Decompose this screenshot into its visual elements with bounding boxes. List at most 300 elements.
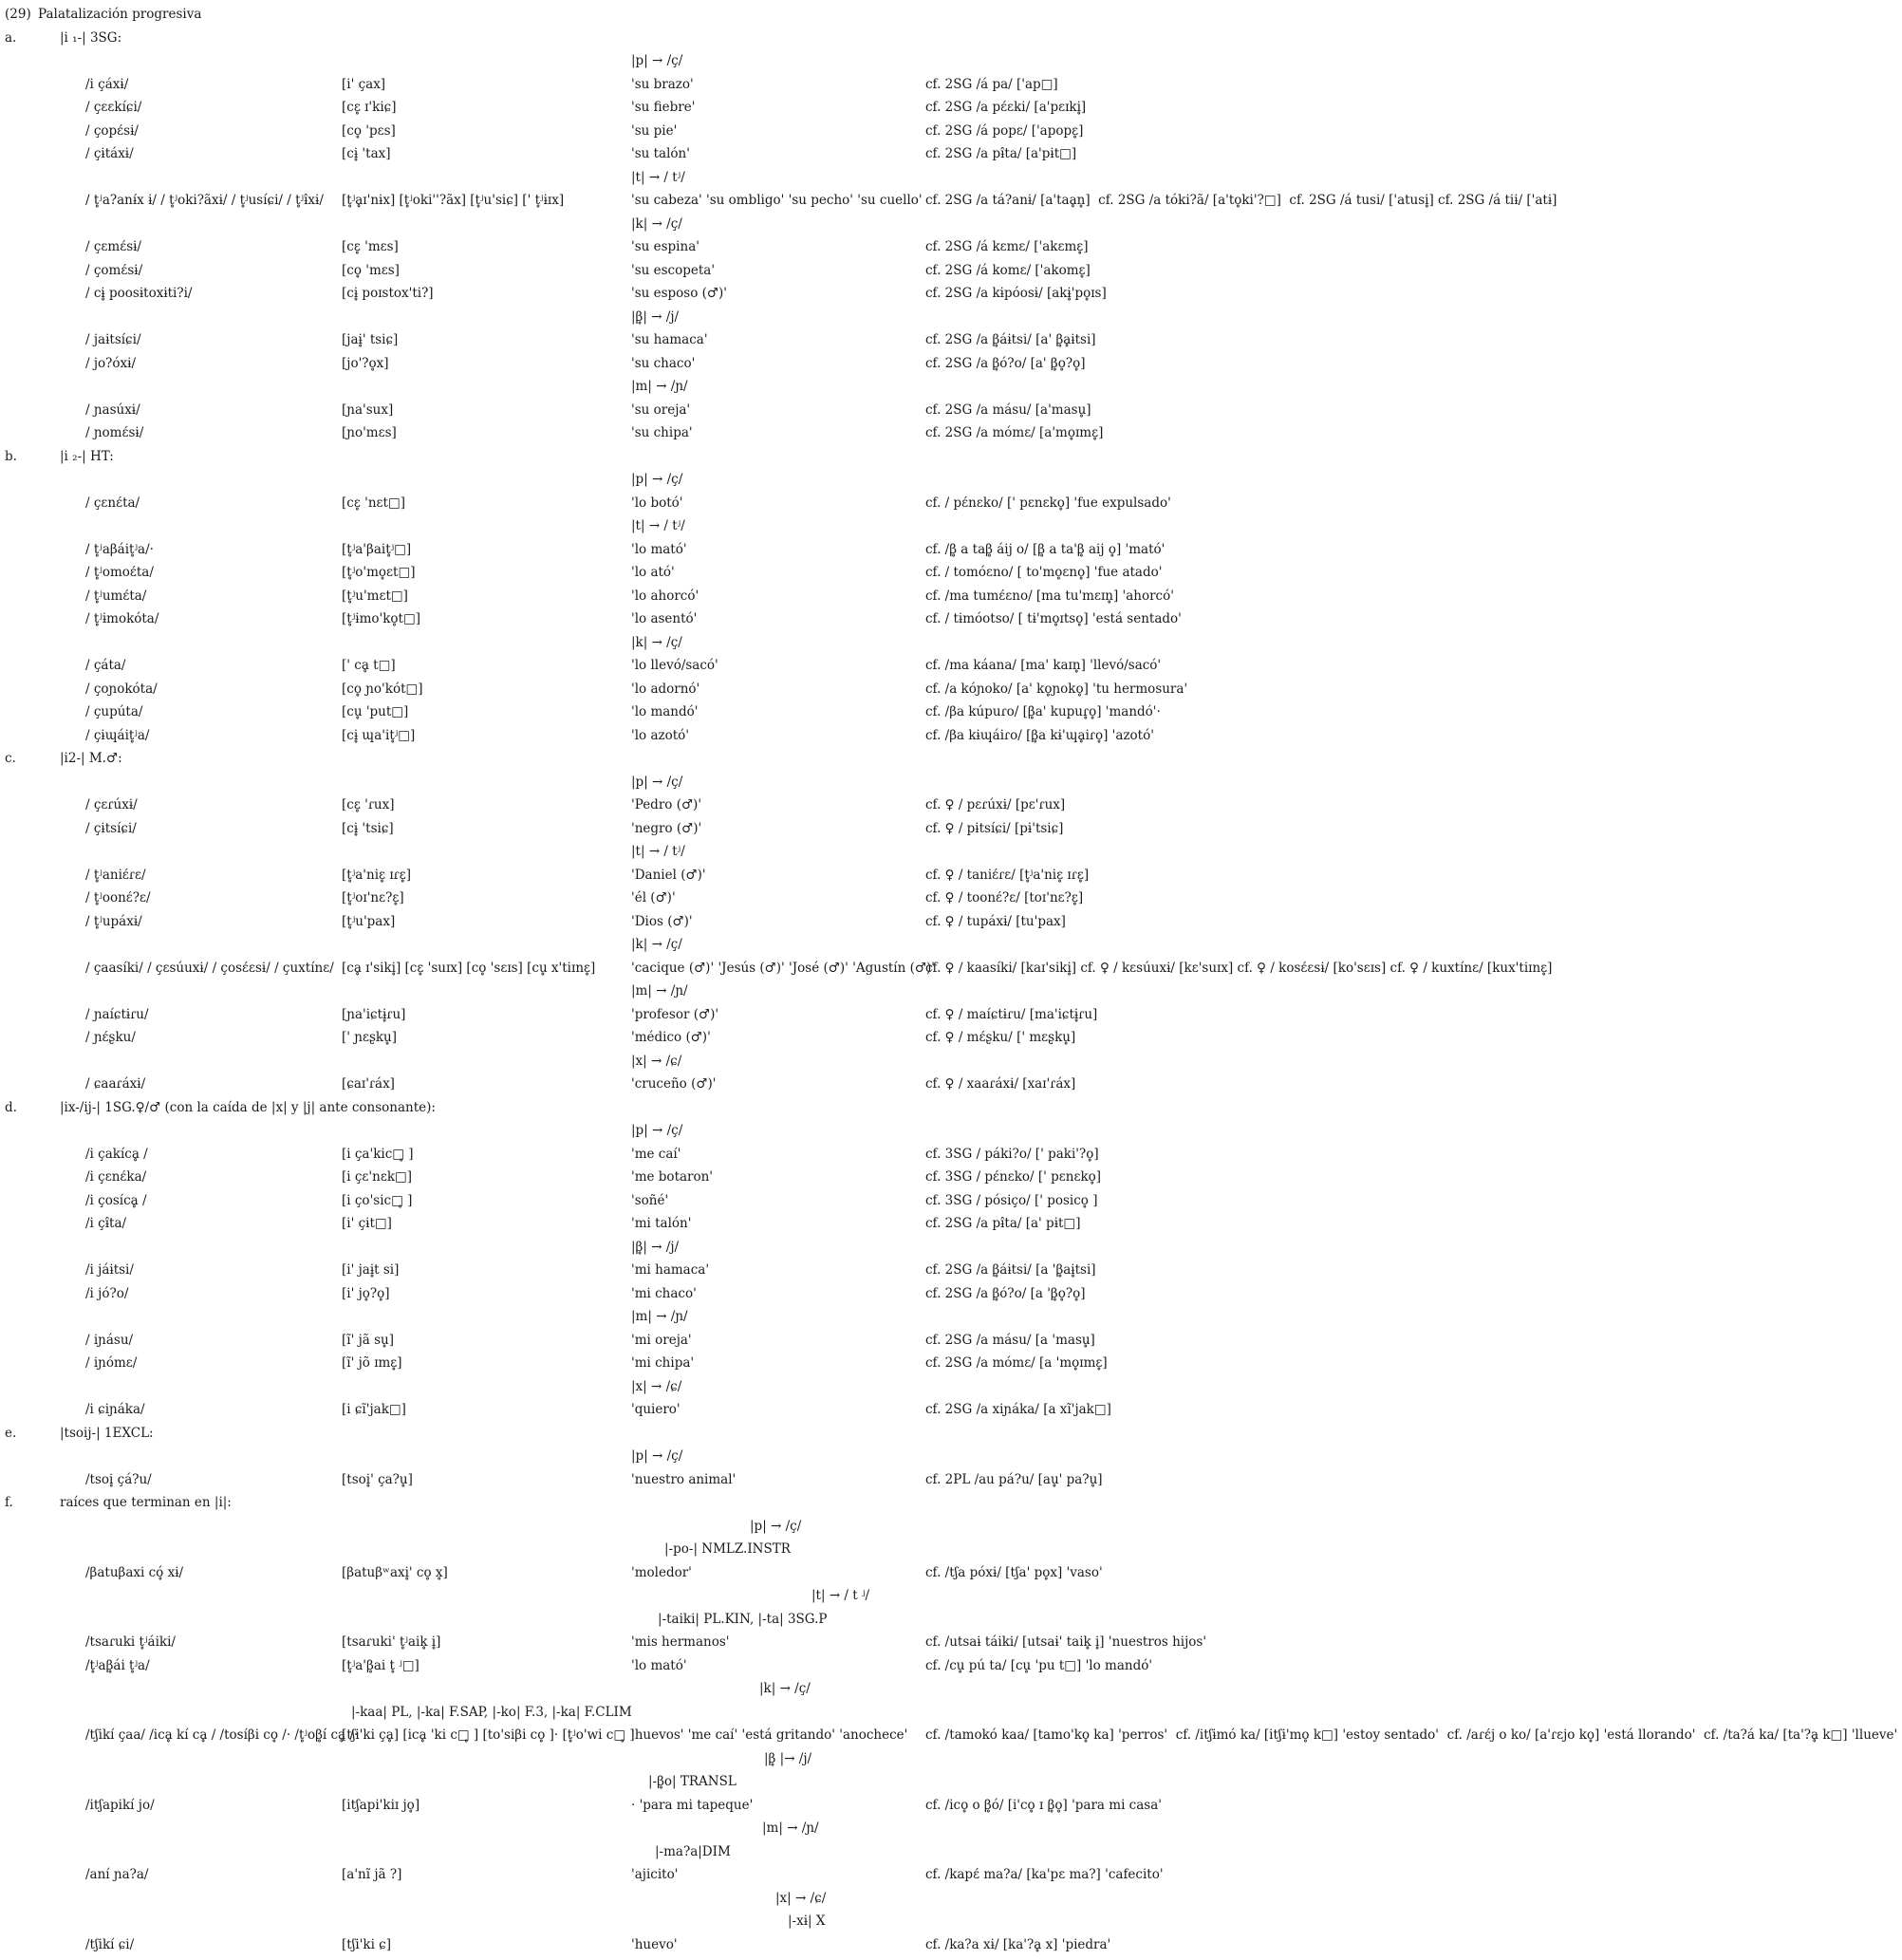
phonetic-form: [ĩ' jã su̥] xyxy=(342,1332,395,1348)
rule-line: |t| → / tʲ/ xyxy=(631,844,685,859)
cf-note: cf. 2SG /á kɛmɛ/ ['akɛmɛ̥] xyxy=(925,239,1089,254)
example-row xyxy=(0,1937,1902,1960)
cf-note: cf. ♀ / pɨtsíɕi/ [pɨ'tsiɕ] xyxy=(925,820,1064,836)
cf-note: cf. / tomóɛno/ [ to'mo̥ɛno̥] 'fue atado' xyxy=(925,565,1163,580)
gloss: 'su fiebre' xyxy=(631,100,696,115)
phonetic-form: [i' jaɨ̥t si] xyxy=(342,1262,400,1278)
rule-row xyxy=(0,775,1902,798)
example-row xyxy=(0,890,1902,914)
example-row xyxy=(0,1565,1902,1589)
underlying-form: / çopɛ́sɨ/ xyxy=(85,122,139,139)
underlying-form: / t̥ʲaniɛ́ɾɛ/ xyxy=(85,867,146,883)
gloss: 'su espina' xyxy=(631,239,699,254)
example-row xyxy=(0,1867,1902,1891)
underlying-form: /t̥ʲaβ̥ái t̥ʲa/ xyxy=(85,1657,150,1673)
underlying-form: /tʃikí çaa/ /icḁ kí cḁ / /tosíβi co̥ /· /t̥ʲoβ̥í cḁ /· xyxy=(85,1727,359,1743)
gloss: 'ajicito' xyxy=(631,1867,679,1882)
phonetic-form: [tsoi̥' ça?u̥] xyxy=(342,1471,413,1487)
underlying-form: / t̥ʲoonɛ́?ɛ/ xyxy=(85,890,151,905)
phonetic-form: [co̥ 'mɛs] xyxy=(342,262,400,278)
phonetic-form: [t̥ʲoɪ'nɛ?ɛ̥] xyxy=(342,890,404,905)
underlying-form: / ɲɛ́ʂku/ xyxy=(85,1030,136,1045)
cf-note: cf. ♀ / toonɛ́?ɛ/ [toɪ'nɛ?ɛ̥] xyxy=(925,890,1084,905)
phonetic-form: [i' jo̥?o̥] xyxy=(342,1285,390,1301)
rule-line: |x| → /ɕ/ xyxy=(775,1890,827,1906)
underlying-form: / iɲásu/ xyxy=(85,1332,134,1348)
example-row xyxy=(0,1030,1902,1054)
underlying-form: /tsaɾuki t̥ʲáiki/ xyxy=(85,1634,176,1650)
underlying-form: /aní ɲa?a/ xyxy=(85,1867,149,1882)
cf-note: cf. /tamokó kaa/ [tamo'ko̥ ka] 'perros' cf. /itʃɨmó ka/ [itʃɨ'mo̥ k□] 'estoy sentado' cf. /aɾɛ́j o ko/ [a'ɾɛjo ko̥] 'está llorando' cf. /ta?á ka/ [ta'?ḁ k□] 'llueve' xyxy=(925,1727,1898,1743)
underlying-form: / jaɨtsíɕi/ xyxy=(85,332,141,347)
example-row xyxy=(0,588,1902,612)
underlying-form: /βatuβaxi có̥ xɨ/ xyxy=(85,1564,184,1580)
title-row xyxy=(0,7,1902,30)
phonetic-form: [i' çɨt□] xyxy=(342,1216,392,1231)
underlying-form: / t̥ʲɨmokóta/ xyxy=(85,611,159,626)
cf-note: cf. 2SG /a mómɛ/ [a'mo̥ɪmɛ̥] xyxy=(925,425,1104,440)
phonetic-form: [itʃapi'kiɪ jo̥] xyxy=(342,1797,420,1813)
phonetic-form: [i ɕĩ'jak□] xyxy=(342,1402,406,1417)
rule-line: |m| → /ɲ/ xyxy=(762,1820,819,1836)
underlying-form: / çɨtsíɕi/ xyxy=(85,820,137,836)
gloss: 'su oreja' xyxy=(631,401,691,418)
morpheme-gloss-line: |-ma?a|DIM xyxy=(655,1843,731,1859)
cf-note: cf. 2SG /a β̥ó?o/ [a 'β̥o̥?o̥] xyxy=(925,1285,1086,1301)
cf-note: cf. 2SG /a másu/ [a 'masu̥] xyxy=(925,1332,1095,1348)
underlying-form: / iɲómɛ/ xyxy=(85,1355,138,1371)
rule-row xyxy=(0,983,1902,1007)
rule-line: |m| → /ɲ/ xyxy=(631,379,688,394)
rule-line: |β̥| → /j/ xyxy=(631,308,680,325)
cf-note: cf. 3SG / páki?o/ [' paki'?o̥] xyxy=(925,1146,1099,1162)
gloss: 'negro (♂)' xyxy=(631,820,702,836)
gloss: 'lo adornó' xyxy=(631,681,700,697)
underlying-form: / çaasíki/ / çɛsúuxɨ/ / çosɛ́ɛsɨ/ / çuxtínɛ/ xyxy=(85,960,334,976)
gloss: 'lo azotó' xyxy=(631,727,690,743)
phonetic-form: [cɛ̥ 'mɛs] xyxy=(342,239,399,254)
underlying-form: /i çɛnɛ́ka/ xyxy=(85,1169,147,1185)
rule-line: |m| → /ɲ/ xyxy=(631,1309,688,1324)
rule-line: |k| → /ç/ xyxy=(631,215,682,232)
cf-note: cf. 2SG /a tá?anɨ/ [a'taḁn̥] cf. 2SG /a tóki?ã/ [a'to̥ki'?□] cf. 2SG /á tusi/ ['atusi̥] cf. 2SG /á tiɨ/ ['atɨ] xyxy=(925,193,1557,208)
gloss: 'soñé' xyxy=(631,1192,669,1208)
phonetic-form: [ɲa'sux] xyxy=(342,401,394,418)
gloss: 'su hamaca' xyxy=(631,332,708,347)
underlying-form: / çɛnɛ́ta/ xyxy=(85,495,140,511)
example-row xyxy=(0,704,1902,728)
phonetic-form: [jaɨ̥' tsiɕ] xyxy=(342,332,399,347)
morpheme-gloss-line: |-β̥o| TRANSL xyxy=(648,1774,737,1789)
example-row xyxy=(0,356,1902,380)
example-row xyxy=(0,797,1902,821)
example-row xyxy=(0,263,1902,287)
underlying-form: / çomɛ́sɨ/ xyxy=(85,262,143,278)
example-row xyxy=(0,146,1902,170)
rule-line: |x| → /ɕ/ xyxy=(631,1378,682,1394)
phonetic-form: [cu̥ 'put□] xyxy=(342,704,409,719)
phonetic-form: [tʃi'ki çḁ] [icḁ 'ki c□̥ ] [to'siβi co̥ ]· [t̥ʲo'wi c□̥ ] xyxy=(342,1727,635,1743)
phonetic-form: [jo'?o̥x] xyxy=(342,355,389,371)
phonetic-form: [i ço'sic□̥ ] xyxy=(342,1192,413,1208)
cf-note: cf. 2SG /a másu/ [a'masu̥] xyxy=(925,401,1091,418)
underlying-form: / çɨɰáit̥ʲa/ xyxy=(85,727,150,743)
phonetic-form: [t̥ʲḁɪ'nɨx] [t̥ʲoki''?ãx] [t̥ʲu'siɕ] [' t̥ʲɨɪx] xyxy=(342,193,565,208)
cf-note: cf. 2PL /au pá?u/ [au̥' pa?u̥] xyxy=(925,1471,1103,1487)
gloss: 'lo ahorcó' xyxy=(631,588,699,604)
rule-row xyxy=(0,1519,1902,1542)
section-letter: f. xyxy=(5,1495,13,1510)
cf-note: cf. /ico̥ o β̥ó/ [i'co̥ ɪ β̥o̥] 'para mi casa' xyxy=(925,1797,1162,1813)
underlying-form: /itʃapikí jo/ xyxy=(85,1797,155,1813)
rule-line: |x| → /ɕ/ xyxy=(631,1053,682,1069)
rule-line: |p| → /ç/ xyxy=(631,53,683,68)
section-row xyxy=(0,30,1902,54)
example-row xyxy=(0,961,1902,984)
gloss: 'profesor (♂)' xyxy=(631,1006,719,1022)
morpheme-gloss-line: |-xɨ| X xyxy=(788,1913,826,1929)
gloss: 'su chipa' xyxy=(631,425,693,440)
rule-line: |p| → /ç/ xyxy=(631,472,683,487)
underlying-form: /tsoi̥ çá?u/ xyxy=(85,1471,152,1487)
rule-line: |t| → / tʲ/ xyxy=(631,518,685,533)
section-row xyxy=(0,1426,1902,1449)
phonetic-form: [t̥ʲa'βait̥ʲ□] xyxy=(342,541,412,557)
phonetic-form: [t̥ʲa'β̥ai t̥ ʲ□] xyxy=(342,1657,420,1673)
example-row xyxy=(0,868,1902,891)
phonetic-form: [i' çax] xyxy=(342,76,386,92)
underlying-form: / jo?óxɨ/ xyxy=(85,355,136,371)
example-row xyxy=(0,1216,1902,1240)
example-row xyxy=(0,542,1902,566)
example-row xyxy=(0,123,1902,147)
gloss: 'huevo' xyxy=(631,1936,678,1952)
gloss: 'mi chaco' xyxy=(631,1285,697,1301)
phonetic-form: [cɛ̥ ɪ'kiɕ] xyxy=(342,100,397,115)
phonetic-form: [t̥ʲo'mo̥ɛt□] xyxy=(342,565,416,580)
gloss: 'mi chipa' xyxy=(631,1355,695,1371)
gloss: 'médico (♂)' xyxy=(631,1030,711,1045)
phonetic-form: [cɨ̥ ɰa'it̥ʲ□] xyxy=(342,727,416,743)
section-header: |tsoij-| 1EXCL: xyxy=(60,1425,154,1441)
example-row xyxy=(0,286,1902,309)
rule-row xyxy=(0,472,1902,495)
rule-line: |k| → /ç/ xyxy=(759,1681,811,1696)
section-letter: c. xyxy=(5,751,16,766)
section-header: |i ₂-| HT: xyxy=(60,448,114,464)
gloss: 'él (♂)' xyxy=(631,890,676,905)
section-letter: b. xyxy=(5,448,17,464)
cf-note: cf. ♀ / taniɛ́ɾɛ/ [t̥ʲa'niɛ̥ ɪɾɛ̥] xyxy=(925,867,1090,883)
cf-note: cf. 2SG /a pɛ́ɛki/ [a'pɛɪki̥] xyxy=(925,100,1087,115)
gloss: 'su escopeta' xyxy=(631,262,716,278)
example-row xyxy=(0,1634,1902,1658)
phonetic-form: [cḁ ɪ'siki̥] [cɛ̥ 'suɪx] [co̥ 'sɛɪs] [cu̥ x'tiɪnɛ̥] xyxy=(342,960,596,976)
phonetic-form: [ɕaɪ'ɾáx] xyxy=(342,1076,395,1092)
gloss: 'Pedro (♂)' xyxy=(631,797,702,812)
gloss: 'me caí' xyxy=(631,1146,681,1162)
morpheme-row xyxy=(0,1774,1902,1798)
morpheme-row xyxy=(0,1705,1902,1728)
example-row xyxy=(0,239,1902,263)
phonetic-form: [cɨ̥ poɪstox'ti?] xyxy=(342,286,434,301)
cf-note: cf. ♀ / tupáxɨ/ [tu'pax] xyxy=(925,913,1066,929)
phonetic-form: [ɲo'mɛs] xyxy=(342,425,397,440)
cf-note: cf. 2SG /a pɨ̂ta/ [a' pɨt□] xyxy=(925,1216,1081,1231)
phonetic-form: [t̥ʲu'mɛt□] xyxy=(342,588,408,604)
cf-note: cf. 2SG /a β̥ó?o/ [a' β̥o̥?o̥] xyxy=(925,355,1086,371)
cf-note: cf. /a kóɲoko/ [a' ko̥ɲoko̥] 'tu hermosura' xyxy=(925,681,1188,697)
example-row xyxy=(0,914,1902,938)
cf-note: cf. /ka?a xɨ/ [ka'?ḁ x] 'piedra' xyxy=(925,1936,1111,1952)
example-row xyxy=(0,1076,1902,1100)
cf-note: cf. ♀ / pɛɾúxɨ/ [pɛ'ɾux] xyxy=(925,797,1066,812)
section-header: |ix-/ij-| 1SG.♀/♂ (con la caída de |x| y |j| ante consonante): xyxy=(60,1099,436,1115)
rule-line: |p| → /ç/ xyxy=(631,1123,683,1138)
morpheme-gloss-line: |-taiki| PL.KIN, |-ta| 3SG.P xyxy=(658,1611,828,1627)
phonetic-form: [i ça'kic□̥ ] xyxy=(342,1146,414,1162)
phonetic-form: [cɨ̥ 'tax] xyxy=(342,146,391,161)
rule-row xyxy=(0,1379,1902,1403)
cf-note: cf. 2SG /á popɛ/ ['apopɛ̥] xyxy=(925,122,1084,139)
example-row xyxy=(0,611,1902,635)
cf-note: cf. 2SG /a β̥áɨtsi/ [a' β̥ḁɨtsi] xyxy=(925,332,1096,347)
gloss: 'su chaco' xyxy=(631,355,696,371)
rule-line: |p| → /ç/ xyxy=(631,774,683,790)
rule-row xyxy=(0,379,1902,402)
example-row xyxy=(0,1262,1902,1286)
underlying-form: / t̥ʲupáxɨ/ xyxy=(85,913,142,929)
cf-note: cf. ♀ / mɛ́ʂku/ [' mɛʂku̥] xyxy=(925,1030,1076,1045)
rule-row xyxy=(0,518,1902,542)
gloss: 'Daniel (♂)' xyxy=(631,867,706,883)
morpheme-row xyxy=(0,1913,1902,1937)
phonetic-form: [a'nĩ jã ?] xyxy=(342,1867,402,1882)
cf-note: cf. 3SG / pósiço/ [' posico̥ ] xyxy=(925,1192,1098,1208)
example-row xyxy=(0,77,1902,101)
rule-row xyxy=(0,635,1902,659)
cf-note: cf. ♀ / kaasíki/ [kaɪ'siki̥] cf. ♀ / kɛsúuxɨ/ [kɛ'suɪx] cf. ♀ / kosɛ́ɛsɨ/ [ko'sɛɪs] cf. ♀ / kuxtínɛ/ [kux'tiɪnɛ̥] xyxy=(925,960,1553,976)
rule-row xyxy=(0,1309,1902,1333)
gloss: 'su esposo (♂)' xyxy=(631,286,728,301)
underlying-form: /i ɕiɲáka/ xyxy=(85,1402,145,1417)
underlying-form: /i çáxɨ/ xyxy=(85,76,129,92)
phonetic-form: [i çɛ'nɛk□] xyxy=(342,1169,413,1185)
gloss: 'su talón' xyxy=(631,146,690,161)
underlying-form: / çɨtáxɨ/ xyxy=(85,146,134,161)
rule-row xyxy=(0,1820,1902,1844)
example-row xyxy=(0,1355,1902,1379)
gloss: 'lo mató' xyxy=(631,541,687,557)
example-row xyxy=(0,425,1902,449)
cf-note: cf. /ma káana/ [ma' kaɪn̥] 'llevó/sacó' xyxy=(925,658,1162,673)
gloss: 'su pie' xyxy=(631,122,678,139)
rule-row xyxy=(0,1751,1902,1775)
underlying-form: / t̥ʲumɛ́ta/ xyxy=(85,588,147,604)
gloss: 'mi oreja' xyxy=(631,1332,692,1348)
underlying-form: /i çɨ̂ta/ xyxy=(85,1216,127,1231)
example-row xyxy=(0,1007,1902,1031)
example-row xyxy=(0,728,1902,752)
example-row xyxy=(0,1169,1902,1193)
example-row xyxy=(0,1402,1902,1426)
underlying-form: / ɲomɛ́sɨ/ xyxy=(85,425,144,440)
gloss: 'moledor' xyxy=(631,1564,692,1580)
phonetic-form: [cɨ̥ 'tsiɕ] xyxy=(342,820,394,836)
example-row xyxy=(0,681,1902,705)
gloss: 'nuestro animal' xyxy=(631,1471,737,1487)
section-row xyxy=(0,1495,1902,1519)
underlying-form: /i jáɨtsi/ xyxy=(85,1262,134,1278)
underlying-form: /i çosícḁ / xyxy=(85,1192,147,1208)
cf-note: cf. /kapɛ́ ma?a/ [ka'pɛ ma?] 'cafecito' xyxy=(925,1867,1164,1882)
underlying-form: / t̥ʲaβáit̥ʲa/· xyxy=(85,541,154,557)
rule-row xyxy=(0,1681,1902,1705)
underlying-form: /i çakícḁ / xyxy=(85,1146,148,1162)
section-letter: e. xyxy=(5,1425,17,1441)
gloss: · 'para mi tapeque' xyxy=(631,1797,754,1813)
phonetic-form: [cɛ̥ 'nɛt□] xyxy=(342,495,405,511)
morpheme-row xyxy=(0,1844,1902,1868)
phonetic-form: [cɛ̥ 'ɾux] xyxy=(342,797,395,812)
cf-note: cf. 2SG /á pa/ ['ap□] xyxy=(925,76,1058,92)
morpheme-row xyxy=(0,1541,1902,1565)
example-row xyxy=(0,1658,1902,1682)
section-row xyxy=(0,449,1902,473)
rule-row xyxy=(0,937,1902,961)
rule-row xyxy=(0,53,1902,77)
phonetic-form: [tsaɾuki' t̥ʲaik̥ i̥] xyxy=(342,1634,441,1650)
gloss: 'cruceño (♂)' xyxy=(631,1076,717,1092)
example-row xyxy=(0,402,1902,426)
rule-line: |t| → / t ʲ/ xyxy=(811,1588,870,1603)
rule-line: |p| → /ç/ xyxy=(750,1518,802,1534)
phonetic-form: [' ɲɛʂku̥] xyxy=(342,1030,398,1045)
gloss: 'lo llevó/sacó' xyxy=(631,658,718,673)
rule-line: |β̥ |→ /j/ xyxy=(764,1750,812,1766)
example-row xyxy=(0,332,1902,356)
example-row xyxy=(0,565,1902,588)
cf-note: cf. /utsaɨ táiki/ [utsaɨ' taik̥ i̥] 'nuestros hijos' xyxy=(925,1634,1207,1650)
section-row xyxy=(0,751,1902,775)
example-row xyxy=(0,100,1902,123)
cf-note: cf. 2SG /a mómɛ/ [a 'mo̥ɪmɛ̥] xyxy=(925,1355,1108,1371)
underlying-form: /i jó?o/ xyxy=(85,1285,129,1301)
cf-note: cf. /tʃa póxɨ/ [tʃa' po̥x] 'vaso' xyxy=(925,1564,1103,1580)
underlying-form: / çáta/ xyxy=(85,658,126,673)
underlying-form: / çoɲokóta/ xyxy=(85,681,158,697)
rule-row xyxy=(0,844,1902,868)
underlying-form: / ɕaaɾáxɨ/ xyxy=(85,1076,146,1092)
gloss: 'me botaron' xyxy=(631,1169,714,1185)
rule-row xyxy=(0,1891,1902,1914)
rule-row xyxy=(0,1588,1902,1612)
rule-line: |t| → / tʲ/ xyxy=(631,169,685,185)
section-row xyxy=(0,1100,1902,1124)
section-header: |i ₁-| 3SG: xyxy=(60,29,122,46)
cf-note: cf. ♀ / maíɕtɨɾu/ [ma'iɕtɨ̥ɾu] xyxy=(925,1006,1098,1022)
cf-note: cf. / pɛ́nɛko/ [' pɛnɛko̥] 'fue expulsado' xyxy=(925,495,1171,511)
cf-note: cf. /βa kɨɰáiɾo/ [β̥a kɨ'ɰḁiɾo̥] 'azotó' xyxy=(925,727,1154,743)
underlying-form: / ɲaíɕtɨɾu/ xyxy=(85,1006,149,1022)
gloss: 'su cabeza' 'su ombligo' 'su pecho' 'su cuello' xyxy=(631,193,923,208)
rule-row xyxy=(0,1054,1902,1077)
gloss: 'Dios (♂)' xyxy=(631,913,693,929)
gloss: 'quiero' xyxy=(631,1402,681,1417)
underlying-form: / çupúta/ xyxy=(85,704,143,719)
phonetic-form: [co̥ 'pɛs] xyxy=(342,122,396,139)
morpheme-gloss-line: |-po-| NMLZ.INSTR xyxy=(664,1541,791,1557)
gloss: 'lo asentó' xyxy=(631,611,698,626)
rule-line: |β̥| → /j/ xyxy=(631,1239,680,1255)
example-row xyxy=(0,1193,1902,1217)
cf-note: cf. /β̥ a taβ̥ áij o/ [β̥ a ta'β̥ aij o̥] 'mató' xyxy=(925,541,1165,557)
underlying-form: / cɨ̥ poosɨtoxɨti?i/ xyxy=(85,286,193,301)
cf-note: cf. 2SG /a kɨpóosɨ/ [akɨ̥'po̥ɪs] xyxy=(925,286,1107,301)
cf-note: cf. 3SG / pɛ́nɛko/ [' pɛnɛko̥] xyxy=(925,1169,1102,1185)
example-row xyxy=(0,1727,1902,1751)
gloss: 'cacique (♂)' 'Jesús (♂)' 'José (♂)' 'Agustín (♂)' xyxy=(631,960,935,976)
underlying-form: / çɛmɛ́sɨ/ xyxy=(85,239,141,254)
gloss: 'su brazo' xyxy=(631,76,694,92)
example-row xyxy=(0,1333,1902,1356)
section-header: |i2-| M.♂: xyxy=(60,751,122,766)
gloss: 'mis hermanos' xyxy=(631,1634,730,1650)
gloss: 'lo mató' xyxy=(631,1657,687,1673)
cf-note: cf. 2SG /a pɨ̂ta/ [a'pɨt□] xyxy=(925,146,1077,161)
phonetic-form: [ɲa'iɕtɨ̥ɾu] xyxy=(342,1006,406,1022)
underlying-form: / çɛɾúxɨ/ xyxy=(85,797,138,812)
rule-row xyxy=(0,170,1902,194)
example-row xyxy=(0,1147,1902,1170)
morpheme-gloss-line: |-kaa| PL, |-ka| F.SAP, |-ko| F.3, |-ka| F.CLIM xyxy=(351,1704,632,1720)
cf-note: cf. 2SG /a xiɲáka/ [a xĩ'jak□] xyxy=(925,1402,1111,1417)
cf-note: cf. /ma tumɛ́ɛno/ [ma tu'mɛɪn̥] 'ahorcó' xyxy=(925,588,1174,604)
underlying-form: / çɛɛkíɕi/ xyxy=(85,100,142,115)
underlying-form: / ɲasúxɨ/ xyxy=(85,401,140,418)
example-number: (29) xyxy=(5,7,31,22)
rule-row xyxy=(0,1448,1902,1472)
underlying-form: / t̥ʲa?anɨ́x ɨ/ / t̥ʲoki?ãxɨ/ / t̥ʲusíɕi/ / t̥ʲɨ̂xɨ/ xyxy=(85,193,324,208)
rule-row xyxy=(0,1240,1902,1263)
example-row xyxy=(0,1798,1902,1821)
gloss: 'mi talón' xyxy=(631,1216,692,1231)
cf-note: cf. 2SG /á komɛ/ ['akomɛ̥] xyxy=(925,262,1091,278)
phonetic-form: [βatuβʷaxi̥' co̥ x̥] xyxy=(342,1564,448,1580)
section-header: raíces que terminan en |i|: xyxy=(60,1495,232,1510)
rule-row xyxy=(0,216,1902,240)
rule-line: |k| → /ç/ xyxy=(631,937,682,952)
phonetic-form: [tʃi'ki ɕ] xyxy=(342,1936,392,1952)
cf-note: cf. 2SG /a β̥áɨtsi/ [a 'β̥aɨ̥tsi] xyxy=(925,1262,1096,1278)
rule-row xyxy=(0,1123,1902,1147)
example-row xyxy=(0,1472,1902,1496)
cf-note: cf. /βa kúpuɾo/ [β̥a' kupuɾ̥o̥] 'mandó'· xyxy=(925,704,1161,719)
gloss: 'lo ató' xyxy=(631,565,675,580)
phonetic-form: [' cḁ t□] xyxy=(342,658,396,673)
gloss: 'lo botó' xyxy=(631,495,683,511)
rule-line: |p| → /ç/ xyxy=(631,1448,683,1464)
gloss: 'lo mandó' xyxy=(631,704,699,719)
rule-row xyxy=(0,309,1902,333)
phonetic-form: [t̥ʲɨmo'ko̥t□] xyxy=(342,611,420,626)
underlying-form: / t̥ʲomoɛ́ta/ xyxy=(85,565,154,580)
phonetic-form: [ĩ' jõ ɪmɛ̥] xyxy=(342,1355,402,1371)
morpheme-row xyxy=(0,1612,1902,1635)
example-row xyxy=(0,821,1902,845)
rule-line: |k| → /ç/ xyxy=(631,634,682,650)
cf-note: cf. / tɨmóotso/ [ tɨ'mo̥ɪtso̥] 'está sentado' xyxy=(925,611,1182,626)
